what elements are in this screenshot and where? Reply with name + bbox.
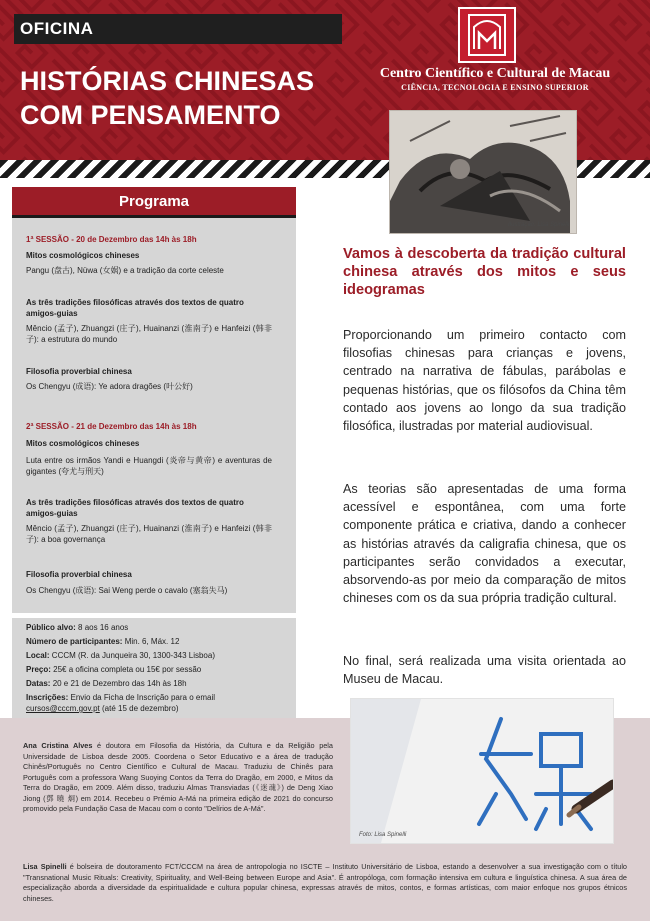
intro-paragraph-3: No final, será realizada uma visita orientada ao Museu de Macau. xyxy=(343,654,626,687)
session2-block1-title: Mitos cosmológicos chineses xyxy=(26,439,140,448)
info-datas-label: Datas: xyxy=(26,679,51,688)
info-inscricoes-value: Envio da Ficha de Inscrição para o email xyxy=(70,693,216,702)
info-preco xyxy=(26,664,288,675)
bio-ana xyxy=(23,741,333,815)
info-publico-label: Público alvo: xyxy=(26,623,76,632)
info-local xyxy=(26,650,288,661)
info-publico xyxy=(26,622,288,633)
session1-block1-title: Mitos cosmológicos chineses xyxy=(26,251,140,260)
logo-emblem-icon xyxy=(460,9,514,61)
session1-block2-title: As três tradições filosóficas através dos textos de quatro amigos-guias xyxy=(26,298,244,318)
info-email-line xyxy=(26,703,288,714)
intro-paragraph-1: Proporcionando um primeiro contacto com filosofias chinesas para crianças e jovens, centrado na narrativa de fábulas, parábolas e pequenas histórias, que os filósofos da China têm contado aos jovens ao longo da sua tradição filosófica, ilustradas por material audiovisual. xyxy=(343,328,626,434)
page-title xyxy=(20,64,340,132)
session1-block1-text: Pangu (盘古), Nüwa (女娲) e a tradição da corte celeste xyxy=(26,266,224,275)
title-line-2: COM PENSAMENTO xyxy=(20,100,281,130)
info-participantes-value: Min. 6, Máx. 12 xyxy=(124,637,180,646)
illustration-drawing xyxy=(390,111,576,233)
session1-block3-text: Os Chengyu (成语): Ye adora dragões (叶公好) xyxy=(26,382,193,391)
info-preco-value: 25€ a oficina completa ou 15€ por sessão xyxy=(53,665,202,674)
session1-block2-text: Mêncio (孟子), Zhuangzi (庄子), Huainanzi (淮南子) e Hanfeizi (韩非子): a estrutura do mundo xyxy=(26,324,272,344)
cccm-logo xyxy=(458,7,516,63)
info-inscricoes-label: Inscrições: xyxy=(26,693,69,702)
oficina-tag: OFICINA xyxy=(14,14,342,44)
title-line-1: HISTÓRIAS CHINESAS xyxy=(20,66,315,96)
session2-heading: 2ª SESSÃO - 21 de Dezembro das 14h às 18h xyxy=(26,422,197,431)
info-participantes-label: Número de participantes: xyxy=(26,637,123,646)
bio-ana-text: é doutora em Filosofia da História, da Cultura e da Religião pela Universidade de Lisboa desde 2005. Coordena o Setor Educativo e a área de tradução Chinês/Português no Centro Científico e Cultural de Macau. Traduziu de Chinês para Português com a professora Wang Suoying Contos da Terra do Dragão, em 2000, e Mitos da Terra do Dragão, em 2009. Além disso, traduziu Almas Transviadas (《迷魂》) de Deng Xiao Jiong (鄧 曉 炯) em 2014. Recebeu o Prémio A-Má na primeira edição de 2021 do concurso promovido pela Fundação Casa de Macau com o conto "Delírios de A-Má". xyxy=(23,741,333,813)
bio-ana-name: Ana Cristina Alves xyxy=(23,741,93,750)
session2-block2-title: As três tradições filosóficas através dos textos de quatro amigos-guias xyxy=(26,498,244,518)
session2-block1-text: Luta entre os irmãos Yandi e Huangdi (炎帝与黄帝) e aventuras de gigantes (夸尤与刑天) xyxy=(26,456,272,476)
programa-panel xyxy=(12,218,296,613)
session2-block3-text: Os Chengyu (成语): Sai Weng perde o cavalo (塞翁失马) xyxy=(26,586,228,595)
info-participantes xyxy=(26,636,288,647)
info-preco-label: Preço: xyxy=(26,665,51,674)
info-datas-value: 20 e 21 de Dezembro das 14h às 18h xyxy=(52,679,187,688)
programa-title: Programa xyxy=(12,187,296,217)
illustration-credit: Ilustração: Lisa Spinelli xyxy=(508,222,570,228)
info-local-value: CCCM (R. da Junqueira 30, 1300-343 Lisboa) xyxy=(51,651,215,660)
info-local-label: Local: xyxy=(26,651,50,660)
org-subtitle: CIÊNCIA, TECNOLOGIA E ENSINO SUPERIOR xyxy=(401,83,589,92)
calligraphy-drawing xyxy=(351,699,613,843)
session1-block3-title: Filosofia proverbial chinesa xyxy=(26,367,132,376)
photo-credit: Foto: Lisa Spinelli xyxy=(359,832,407,838)
info-publico-value: 8 aos 16 anos xyxy=(78,623,129,632)
info-datas xyxy=(26,678,288,689)
bio-lisa-name: Lisa Spinelli xyxy=(23,862,67,871)
email-link[interactable]: cursos@cccm.gov.pt xyxy=(26,704,100,713)
info-deadline: (até 15 de dezembro) xyxy=(102,704,179,713)
headline: Vamos à descoberta da tradição cultural chinesa através dos mitos e seus ideogramas xyxy=(343,246,626,298)
illustration-image xyxy=(389,110,577,234)
session2-block3-title: Filosofia proverbial chinesa xyxy=(26,570,132,579)
calligraphy-photo xyxy=(350,698,614,844)
bio-lisa-text: é bolseira de doutoramento FCT/CCCM na área de antropologia no ISCTE – Instituto Universitário de Lisboa, estando a desenvolver a sua investigação com o título "Transnational Music Rituals: Creativity, Spirituality, and Well-Being between Europe and Asia". É antropóloga, com formação intensiva em cultura e linguística chinesa. A sua área de especialização aborda a diversidade da espiritualidade e cultura popular chinesa, expressas através de mitos, contos, e formas artísticas, com maior enfoque nos grupos étnicos chineses. xyxy=(23,862,627,903)
session1-heading: 1ª SESSÃO - 20 de Dezembro das 14h às 18h xyxy=(26,235,197,244)
intro-paragraph-2: As teorias são apresentadas de uma forma acessível e espontânea, com uma forte componente prática e criativa, dando a conhecer as histórias através da caligrafia chinesa, que os participantes serão convidados a executar, absorvendo-as por meio da comparação de mitos chineses com os da sua própria tradição cultural. xyxy=(343,482,626,606)
bio-lisa xyxy=(23,862,627,904)
org-name: Centro Científico e Cultural de Macau xyxy=(379,66,611,81)
session2-block2-text: Mêncio (孟子), Zhuangzi (庄子), Huainanzi (淮南子) e Hanfeizi (韩非子): a boa governança xyxy=(26,524,272,544)
info-inscricoes xyxy=(26,692,288,703)
